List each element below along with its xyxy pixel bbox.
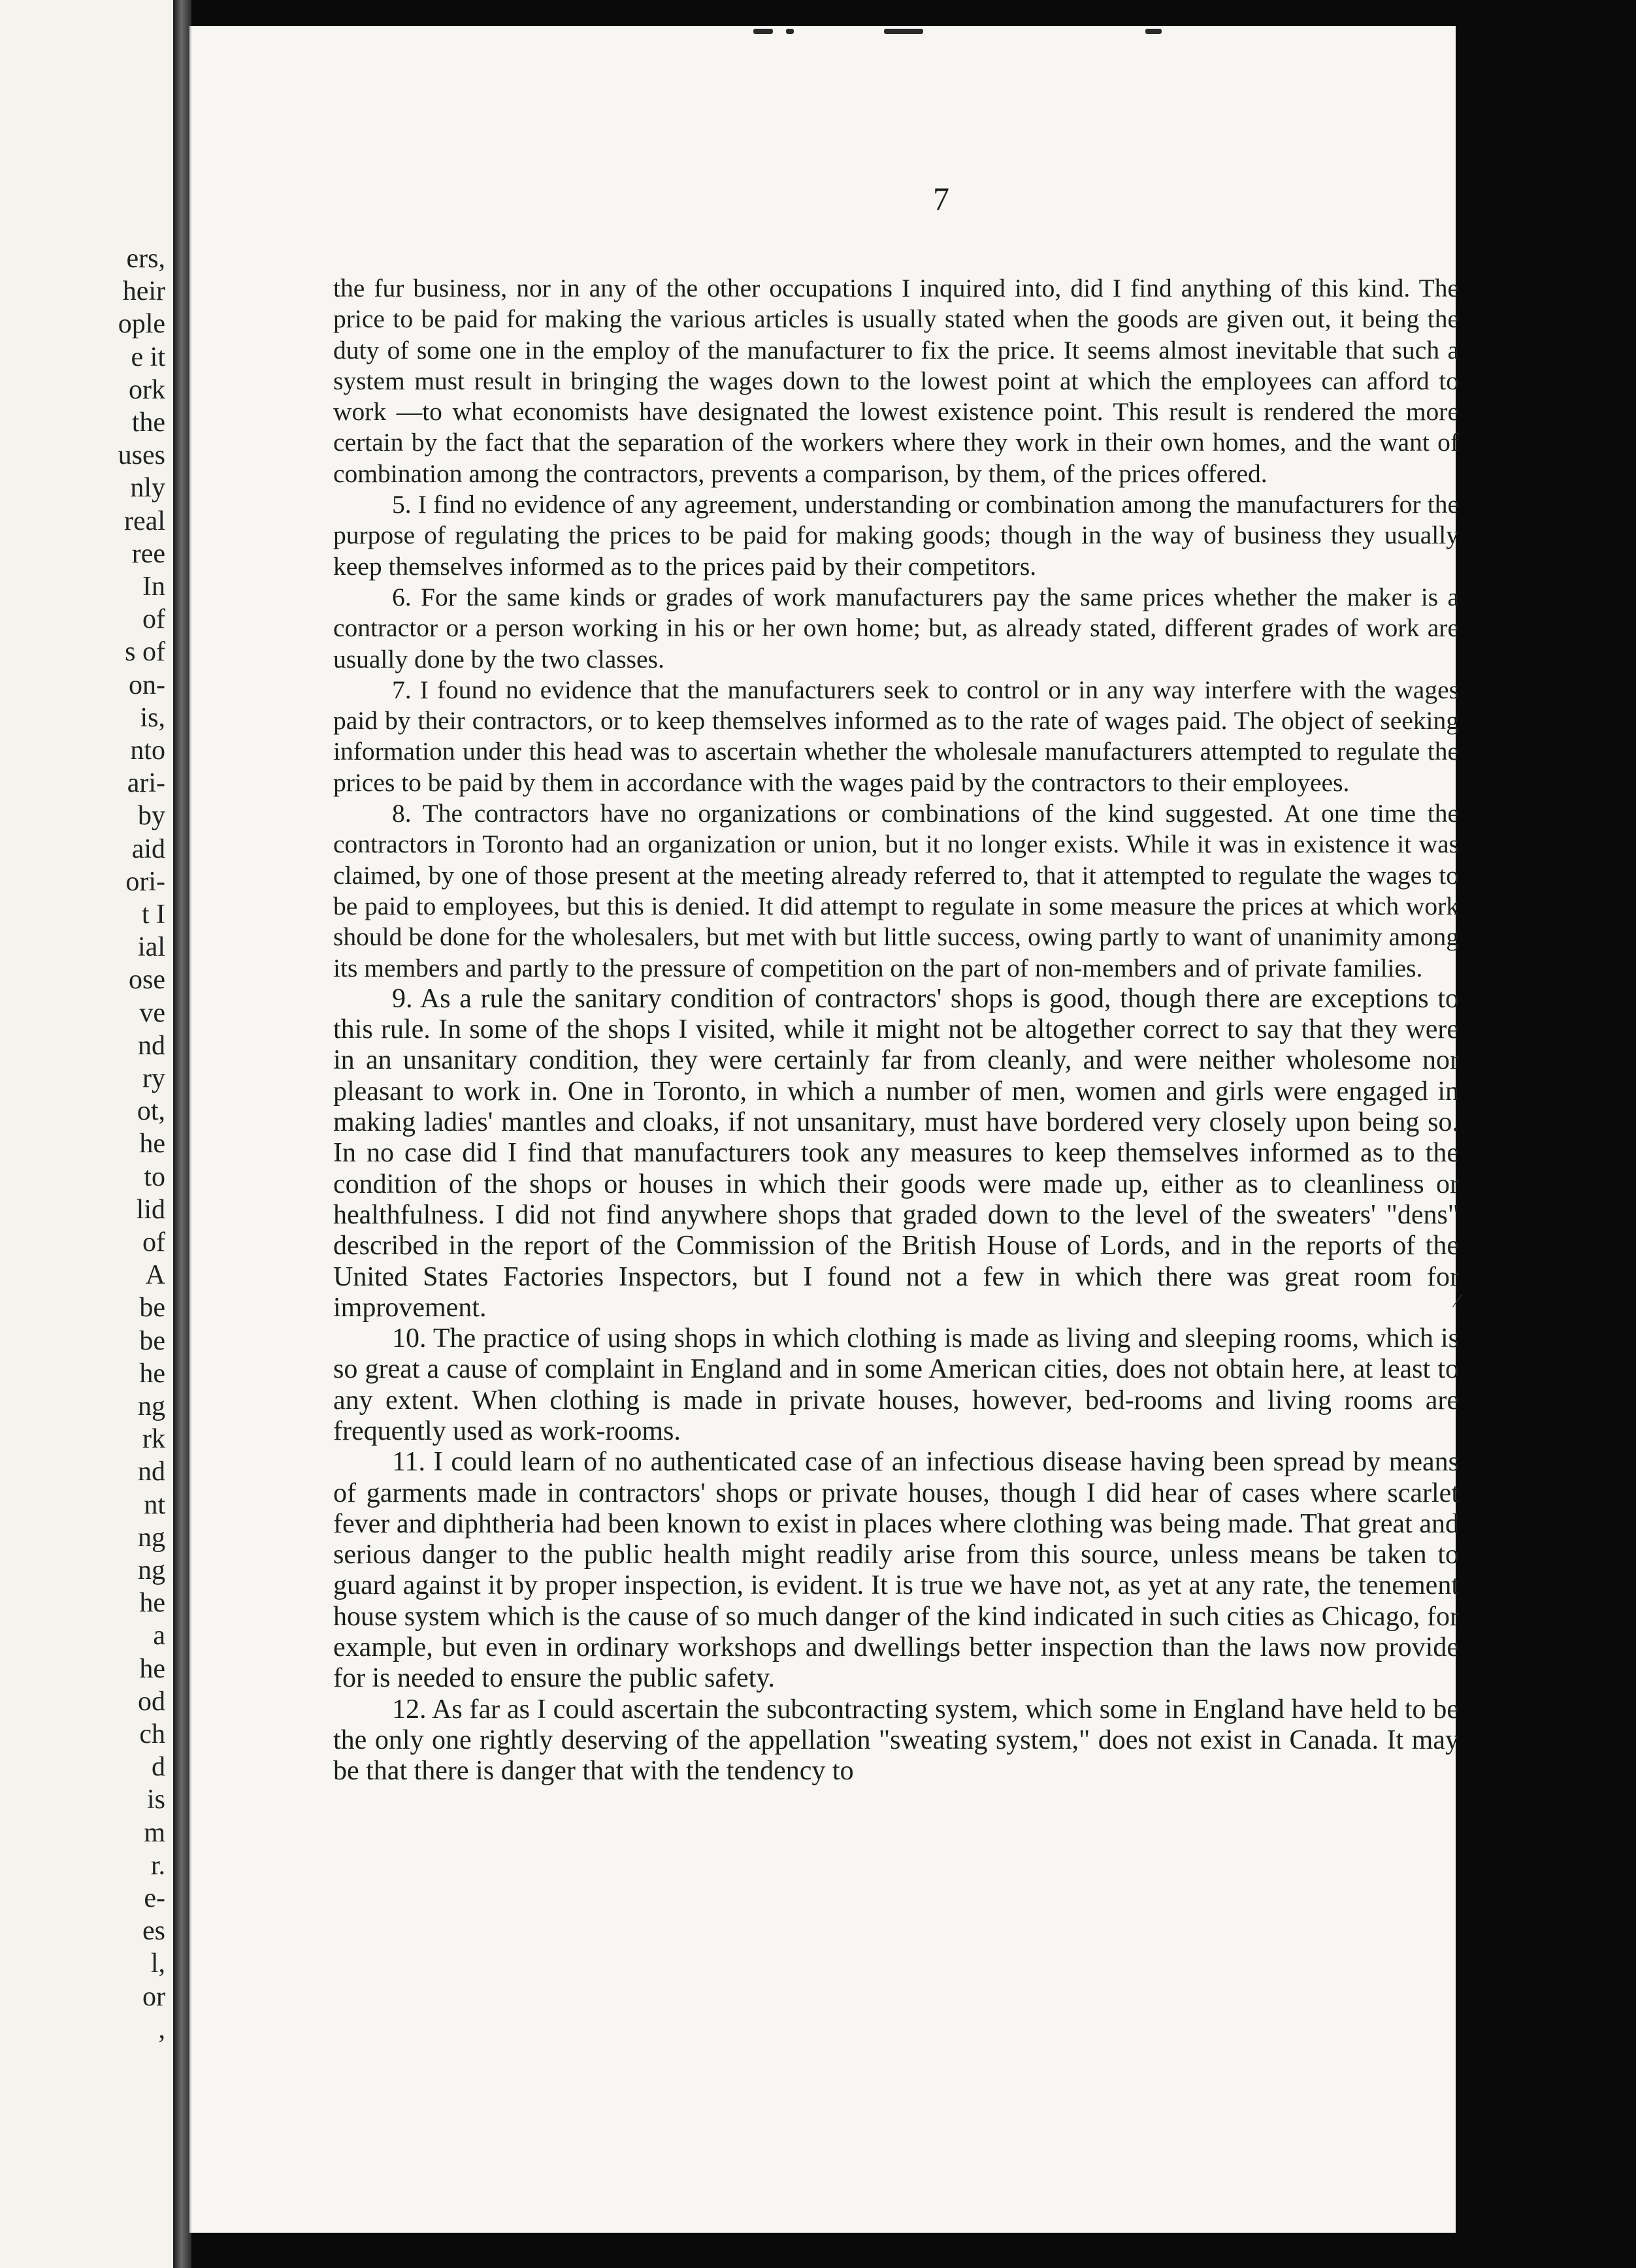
previous-page-fragment: ori-: [125, 866, 165, 897]
previous-page-fragment: e it: [131, 342, 165, 372]
previous-page-fragment: aid: [131, 834, 165, 864]
paragraph-7: 7. I found no evidence that the manufacturers seek to control or in any way interfere with the wages paid by their contractors, or to keep themselves informed as to the rate of wages paid. The object of seeking information under this head was to ascertain whether the wholesale manufacturers attempted to regulate the prices to be paid by them in accordance with the wages paid by the contractors to their employees.: [333, 675, 1459, 797]
previous-page-fragment: nly: [130, 473, 165, 504]
previous-page-fragment: rk: [142, 1424, 165, 1455]
previous-page-fragment: es: [142, 1916, 165, 1947]
paragraph-8: 8. The contractors have no organizations or combinations of the kind suggested. At one time the contractors in Toronto had an organization or union, but it no longer exists. While it was in existence it was claimed, by one of those present at the meeting already referred to, that it attempted to regulate the wages to be paid to employees, but this is denied. It did attempt to regulate in some measure the prices at which work should be done for the wholesalers, but met with but little success, owing partly to want of unanimity among its members and partly to the pressure of competition on the part of non-members and of private families.: [333, 799, 1459, 982]
previous-page-fragment: he: [139, 1129, 165, 1159]
previous-page-fragment: ot,: [137, 1096, 165, 1127]
previous-page-fragment: be: [139, 1293, 165, 1323]
previous-page-fragment: t I: [141, 899, 165, 930]
book-gutter: [173, 0, 191, 2268]
previous-page-fragment: real: [124, 506, 165, 536]
previous-page-fragment: he: [139, 1588, 165, 1619]
previous-page-fragment: l,: [150, 1949, 165, 1979]
previous-page-fragment: by: [138, 801, 165, 832]
previous-page-fragment: ch: [139, 1719, 165, 1749]
previous-page-fragment: In: [142, 572, 165, 602]
previous-page-fragment: ry: [142, 1063, 165, 1094]
previous-page-fragment: nt: [144, 1489, 165, 1520]
previous-page-fragment: r.: [150, 1850, 165, 1881]
previous-page-fragment: nd: [138, 1030, 165, 1061]
previous-page-fragment: d: [152, 1752, 165, 1783]
previous-page-fragment: ve: [139, 997, 165, 1028]
previous-page-fragment: nto: [130, 736, 165, 766]
previous-page-fragment: a: [153, 1621, 165, 1651]
previous-page-fragment: heir: [122, 276, 165, 307]
paragraph-12: 12. As far as I could ascertain the subcontracting system, which some in England have held to be the only one rightly deserving of the appellation "sweating system," does not exist in Canada. It may be that there is danger that with the tendency to: [333, 1694, 1459, 1787]
previous-page-fragment: ers,: [126, 244, 165, 274]
paragraph-continued: the fur business, nor in any of the other occupations I inquired into, did I find anything of this kind. The price to be paid for making the various articles is usually stated when the goods are given out, it being the duty of some one in the employ of the manufacturer to fix the price. It seems almost inevitable that such a system must result in bringing the wages down to the lowest point at which the employees can afford to work —to what economists have designated the lowest existence point. This result is rendered the more certain by the fact that the separation of the workers where they work in their own homes, and the want of combination among the contractors, prevents a comparison, by them, of the prices offered.: [333, 274, 1459, 488]
previous-page-fragment: nd: [138, 1457, 165, 1487]
paragraph-5: 5. I find no evidence of any agreement, understanding or combination among the manufacturers for the purpose of regulating the prices to be paid for making goods; though in the way of business they usually keep themselves informed as to the prices paid by their competitors.: [333, 490, 1459, 581]
previous-page-fragment: ose: [129, 965, 165, 996]
previous-page-fragment: is,: [140, 702, 165, 733]
previous-page-fragment: s of: [125, 637, 165, 668]
previous-page-fragment: he: [139, 1653, 165, 1684]
margin-mark: ⁄: [1456, 1290, 1460, 1312]
previous-page-fragment: ork: [129, 374, 165, 405]
paragraph-9: 9. As a rule the sanitary condition of contractors' shops is good, though there are exceptions to this rule. In some of the shops I visited, while it might not be altogether correct to say that they were in an unsanitary condition, they were certainly far from cleanly, and were neither wholesome nor pleasant to work in. One in Toronto, in which a number of men, women and girls were engaged in making ladies' mantles and cloaks, if not unsanitary, must have bordered very closely upon being so. In no case did I find that manufacturers took any measures to keep themselves informed as to the condition of the shops or houses in which their goods were made up, either as to cleanliness or healthfulness. I did not find anywhere shops that graded down to the level of the sweaters' "dens" described in the report of the Commission of the British House of Lords, and in the reports of the United States Factories Inspectors, but I found not a few in which there was great room for improvement.: [333, 983, 1459, 1323]
previous-page-fragment: ople: [118, 309, 165, 340]
previous-page-fragment: m: [144, 1817, 165, 1848]
previous-page-fragment: or: [142, 1981, 165, 2012]
previous-page-fragment: uses: [118, 440, 165, 471]
previous-page-fragment: ,: [158, 2014, 165, 2045]
previous-page-edge: [0, 0, 178, 2268]
previous-page-fragment: ng: [138, 1555, 165, 1585]
previous-page-fragments: [0, 0, 173, 2268]
previous-page-fragment: of: [142, 604, 165, 635]
page-number: 7: [933, 180, 949, 217]
document-page: [189, 26, 1460, 2233]
paragraph-10: 10. The practice of using shops in which clothing is made as living and sleeping rooms, which is so great a cause of complaint in England and in some American cities, does not obtain here, at least to any extent. When clothing is made in private houses, however, bed-rooms and living rooms are frequently used as work-rooms.: [333, 1323, 1459, 1446]
body-text: [333, 273, 1459, 1787]
previous-page-fragment: e-: [144, 1883, 165, 1913]
previous-page-fragment: A: [145, 1260, 165, 1291]
previous-page-fragment: to: [144, 1161, 165, 1192]
previous-page-fragment: he: [139, 1358, 165, 1389]
previous-page-fragment: be: [139, 1325, 165, 1356]
previous-page-fragment: is: [146, 1785, 165, 1815]
previous-page-fragment: lid: [136, 1194, 165, 1225]
paragraph-6: 6. For the same kinds or grades of work manufacturers pay the same prices whether the maker is a contractor or a person working in his or her own home; but, as already stated, different grades of work are usually done by the two classes.: [333, 582, 1459, 673]
previous-page-fragment: ari-: [127, 768, 165, 799]
previous-page-fragment: the: [131, 408, 165, 438]
previous-page-fragment: ree: [131, 538, 165, 569]
scan-top-marks: [753, 26, 1211, 46]
previous-page-fragment: ng: [138, 1391, 165, 1421]
previous-page-fragment: od: [138, 1686, 165, 1717]
previous-page-fragment: ng: [138, 1522, 165, 1553]
previous-page-fragment: of: [142, 1227, 165, 1257]
previous-page-fragment: ial: [138, 932, 165, 963]
previous-page-fragment: on-: [129, 670, 165, 700]
paragraph-11: 11. I could learn of no authenticated case of an infectious disease having been spread by means of garments made in contractors' shops or private houses, though I did hear of cases where scarlet fever and diphtheria had been known to exist in places where clothing was being made. That great and serious danger to the public health might readily arise from this source, unless means be taken to guard against it by proper inspection, is evident. It is true we have not, as yet at any rate, the tenement house system which is the cause of so much danger of the kind indicated in such cities as Chicago, for example, but even in ordinary workshops and dwellings better inspection than the laws now provide for is needed to ensure the public safety.: [333, 1447, 1459, 1694]
